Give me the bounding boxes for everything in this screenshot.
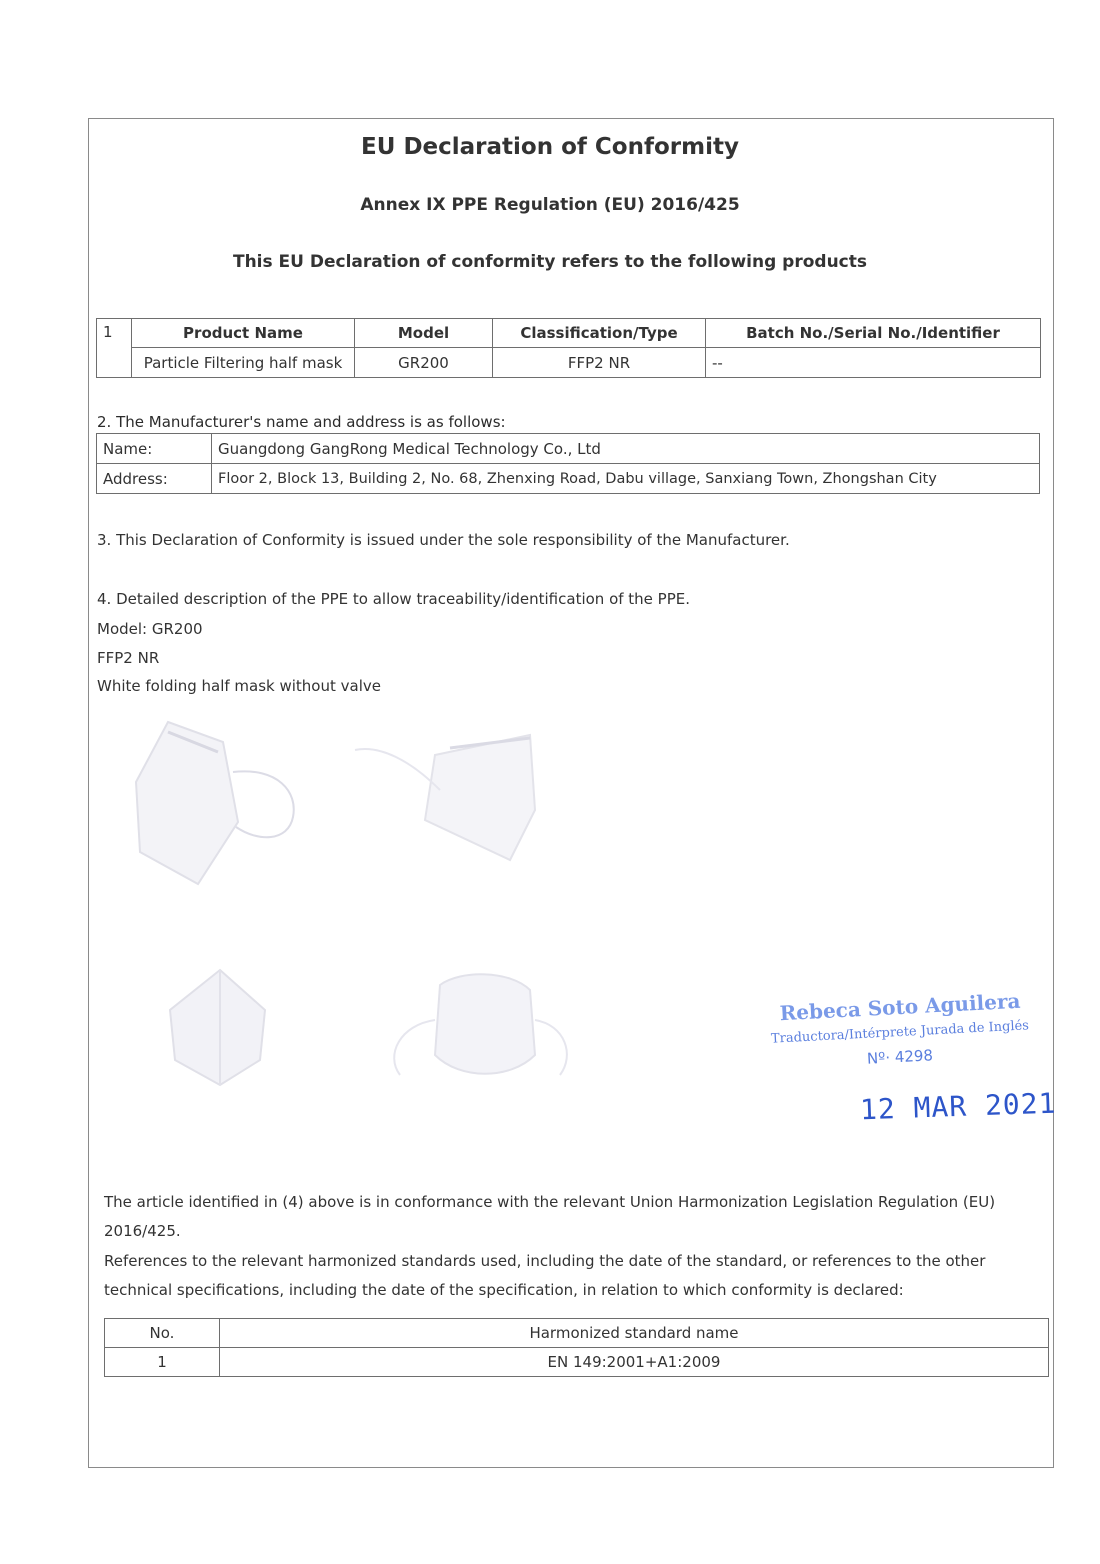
- address-label: Address:: [97, 464, 212, 494]
- stamp-date: 12 MAR 2021: [859, 1086, 1057, 1127]
- cell-product-name: Particle Filtering half mask: [132, 348, 355, 378]
- table-row: [105, 1348, 1049, 1377]
- manufacturer-heading: 2. The Manufacturer's name and address is as follows:: [97, 413, 506, 431]
- header-batch: Batch No./Serial No./Identifier: [706, 319, 1041, 348]
- stamp-role: Traductora/Intérprete Jurada de Inglés: [770, 1018, 1030, 1047]
- table-row: [97, 434, 1040, 464]
- name-value: Guangdong GangRong Medical Technology Co., Ltd: [212, 434, 1040, 464]
- translator-stamp: [760, 988, 1040, 1068]
- stamp-number: Nº· 4298: [866, 1046, 934, 1068]
- section-4-model: Model: GR200: [97, 620, 203, 638]
- section-4-type: FFP2 NR: [97, 649, 160, 667]
- cell-no: 1: [105, 1348, 220, 1377]
- section-4-heading: 4. Detailed description of the PPE to allow traceability/identification of the PPE.: [97, 590, 691, 608]
- manufacturer-table: [96, 433, 1040, 494]
- stamp-name: Rebeca Soto Aguilera: [779, 988, 1021, 1026]
- mask-image-folded: [150, 965, 290, 1095]
- address-value: Floor 2, Block 13, Building 2, No. 68, Zhenxing Road, Dabu village, Sanxiang Town, Zhongshan City: [212, 464, 1040, 494]
- row-number: 1: [97, 319, 132, 378]
- header-product-name: Product Name: [132, 319, 355, 348]
- table-row: [97, 319, 1041, 348]
- conformity-statement: The article identified in (4) above is in conformance with the relevant Union Harmonization Legislation Regulation (EU) 2016/425.: [104, 1193, 996, 1240]
- mask-image-open: [380, 965, 580, 1095]
- name-label: Name:: [97, 434, 212, 464]
- standards-table: [104, 1318, 1049, 1377]
- mask-image-side: [128, 712, 303, 892]
- document-title: EU Declaration of Conformity: [361, 134, 739, 160]
- header-no: No.: [105, 1319, 220, 1348]
- mask-image-front: [350, 720, 550, 870]
- header-standard-name: Harmonized standard name: [220, 1319, 1049, 1348]
- section-3: 3. This Declaration of Conformity is issued under the sole responsibility of the Manufacturer.: [97, 531, 790, 549]
- document-subtitle: Annex IX PPE Regulation (EU) 2016/425: [360, 195, 740, 215]
- document-intro: This EU Declaration of conformity refers to the following products: [232, 252, 868, 272]
- table-row: [97, 464, 1040, 494]
- cell-standard-name: EN 149:2001+A1:2009: [220, 1348, 1049, 1377]
- product-table: [96, 318, 1041, 378]
- table-row: [105, 1319, 1049, 1348]
- standards-reference: References to the relevant harmonized standards used, including the date of the standard, or references to the other technical specifications, including the date of the specification, in relation to which conformity is declared:: [104, 1252, 986, 1299]
- header-classification: Classification/Type: [493, 319, 706, 348]
- header-model: Model: [355, 319, 493, 348]
- section-4-description: White folding half mask without valve: [97, 677, 381, 695]
- table-row: [97, 348, 1041, 378]
- cell-classification: FFP2 NR: [493, 348, 706, 378]
- cell-batch: --: [706, 348, 1041, 378]
- cell-model: GR200: [355, 348, 493, 378]
